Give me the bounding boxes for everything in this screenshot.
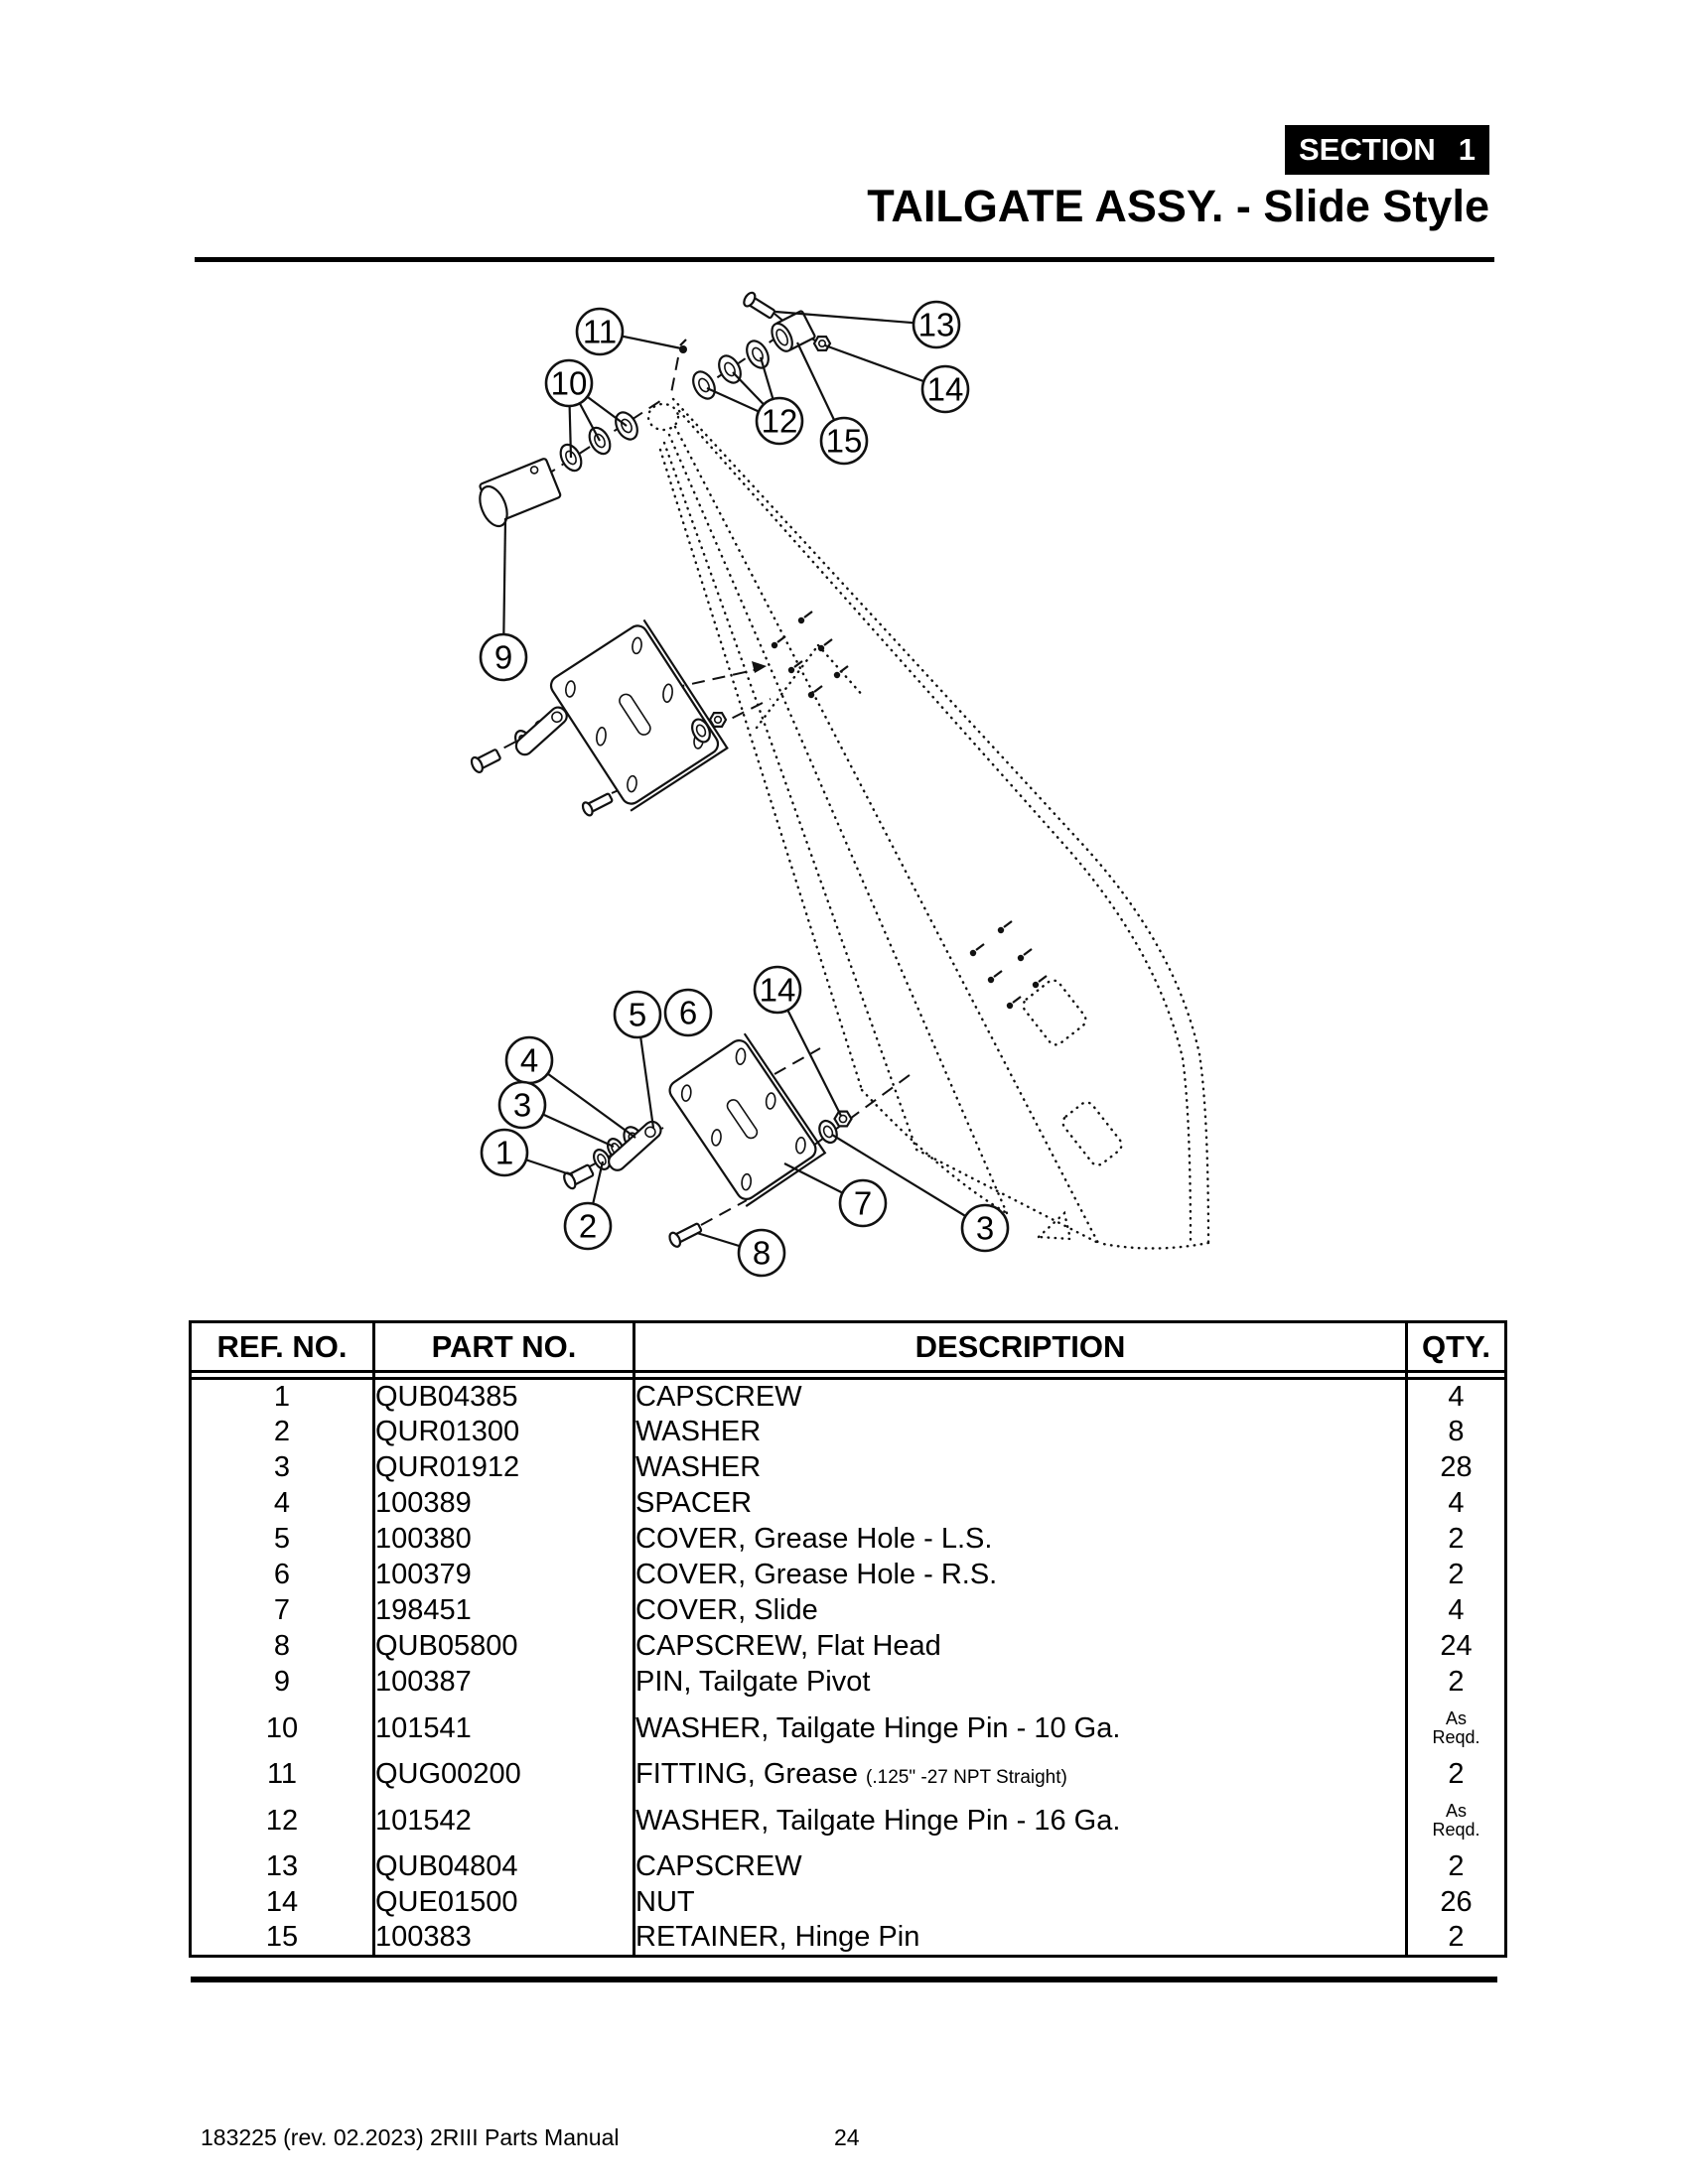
- svg-text:11: 11: [582, 313, 618, 350]
- cell-part-no: QUE01500: [374, 1885, 634, 1921]
- cell-qty: 26: [1440, 1886, 1473, 1918]
- table-row: [191, 1793, 1506, 1849]
- cell-part-no: QUB04385: [374, 1379, 634, 1415]
- footer-page-number: 24: [834, 2124, 860, 2150]
- cell-part-no: 100389: [374, 1486, 634, 1522]
- cell-description: SPACER: [634, 1486, 1407, 1522]
- section-badge-number: 1: [1458, 132, 1476, 167]
- cell-part-no: QUR01912: [374, 1450, 634, 1486]
- callout-balloon-11: [577, 309, 623, 354]
- cell-part-no: QUB05800: [374, 1629, 634, 1665]
- cell-description: COVER, Grease Hole - L.S.: [634, 1522, 1407, 1558]
- fastener-cluster-2: [970, 921, 1047, 1009]
- cell-ref-no: 2: [191, 1415, 374, 1450]
- cell-part-no: QUB04804: [374, 1849, 634, 1885]
- column-header-qty: QTY.: [1407, 1322, 1506, 1372]
- cell-ref-no: 6: [191, 1558, 374, 1593]
- grease-fitting: [679, 340, 687, 353]
- cell-ref-no: 9: [191, 1665, 374, 1701]
- cell-ref-no: 7: [191, 1593, 374, 1629]
- parts-table-header: [191, 1322, 1506, 1372]
- table-row: [191, 1849, 1506, 1885]
- cell-description: COVER, Slide: [634, 1593, 1407, 1629]
- cell-qty: 4: [1448, 1487, 1465, 1519]
- cell-qty: 2: [1448, 1921, 1465, 1954]
- cell-description: CAPSCREW: [634, 1849, 1407, 1885]
- cell-qty: 4: [1448, 1594, 1465, 1626]
- cell-ref-no: 3: [191, 1450, 374, 1486]
- cell-ref-no: 13: [191, 1849, 374, 1885]
- cell-ref-no: 14: [191, 1885, 374, 1921]
- svg-text:14: 14: [759, 971, 796, 1009]
- cell-qty: 4: [1448, 1380, 1465, 1413]
- cell-qty: 2: [1448, 1666, 1465, 1698]
- callout-balloon-9: [481, 634, 526, 680]
- cell-part-no: 198451: [374, 1593, 634, 1629]
- callout-balloon-8: [739, 1230, 784, 1276]
- cell-ref-no: 5: [191, 1522, 374, 1558]
- callout-balloon-7: [840, 1180, 886, 1226]
- cell-ref-no: 4: [191, 1486, 374, 1522]
- table-row: [191, 1629, 1506, 1665]
- section-badge-label: SECTION: [1299, 132, 1436, 167]
- cell-part-no: 101542: [374, 1793, 634, 1849]
- column-header-part-no: PART NO.: [374, 1322, 634, 1372]
- callout-balloon-3: [962, 1205, 1008, 1251]
- cell-description: NUT: [634, 1885, 1407, 1921]
- cell-part-no: QUG00200: [374, 1757, 634, 1793]
- svg-text:13: 13: [917, 306, 955, 343]
- table-row: [191, 1522, 1506, 1558]
- page-title: TAILGATE ASSY. - Slide Style: [867, 181, 1489, 231]
- cell-description: WASHER, Tailgate Hinge Pin - 10 Ga.: [634, 1701, 1407, 1757]
- table-row: [191, 1885, 1506, 1921]
- cell-description: WASHER, Tailgate Hinge Pin - 16 Ga.: [634, 1793, 1407, 1849]
- callout-balloon-2: [565, 1203, 611, 1249]
- callout-balloon-1: [482, 1130, 527, 1175]
- cell-qty: 2: [1448, 1523, 1465, 1555]
- cell-part-no: QUR01300: [374, 1415, 634, 1450]
- table-row: [191, 1415, 1506, 1450]
- cell-ref-no: 11: [191, 1757, 374, 1793]
- callout-balloon-6: [665, 990, 711, 1035]
- callout-balloon-5: [615, 992, 660, 1037]
- column-header-ref-no: REF. NO.: [191, 1322, 374, 1372]
- svg-text:5: 5: [628, 996, 647, 1033]
- cell-ref-no: 1: [191, 1379, 374, 1415]
- svg-text:2: 2: [578, 1207, 598, 1245]
- svg-text:4: 4: [519, 1041, 539, 1079]
- svg-text:7: 7: [853, 1184, 873, 1222]
- cell-part-no: 100387: [374, 1665, 634, 1701]
- callout-balloon-3: [499, 1082, 545, 1128]
- cell-qty: 2: [1448, 1559, 1465, 1590]
- cell-description: WASHER: [634, 1450, 1407, 1486]
- bottom-rule: [191, 1977, 1497, 1982]
- nut-upper: [814, 337, 830, 350]
- callout-balloon-14: [755, 967, 800, 1013]
- svg-text:12: 12: [761, 402, 798, 440]
- cell-description: COVER, Grease Hole - R.S.: [634, 1558, 1407, 1593]
- callout-balloon-15: [821, 418, 867, 464]
- svg-text:15: 15: [825, 422, 863, 460]
- svg-text:9: 9: [493, 638, 513, 676]
- svg-text:3: 3: [512, 1086, 532, 1124]
- cell-qty: As Reqd.: [1432, 1708, 1480, 1747]
- cell-description: CAPSCREW, Flat Head: [634, 1629, 1407, 1665]
- table-row: [191, 1757, 1506, 1793]
- retainer-bushing: [768, 311, 815, 354]
- svg-text:10: 10: [550, 364, 588, 402]
- table-row: [191, 1450, 1506, 1486]
- cell-qty: 2: [1448, 1758, 1465, 1790]
- table-row: [191, 1701, 1506, 1757]
- table-row: [191, 1379, 1506, 1415]
- callout-balloon-4: [506, 1037, 552, 1083]
- svg-text:14: 14: [926, 370, 964, 408]
- parts-table: [189, 1320, 1507, 1958]
- cell-qty: As Reqd.: [1432, 1801, 1480, 1840]
- cell-ref-no: 15: [191, 1921, 374, 1957]
- svg-text:3: 3: [975, 1209, 995, 1247]
- cell-part-no: 100380: [374, 1522, 634, 1558]
- table-row: [191, 1921, 1506, 1957]
- callout-balloon-12: [757, 398, 802, 444]
- cell-description: WASHER: [634, 1415, 1407, 1450]
- hinge-washers-16ga: [689, 338, 773, 403]
- cell-ref-no: 8: [191, 1629, 374, 1665]
- column-header-description: DESCRIPTION: [634, 1322, 1407, 1372]
- callout-balloon-13: [914, 302, 959, 347]
- cell-qty: 28: [1440, 1451, 1473, 1483]
- cell-ref-no: 12: [191, 1793, 374, 1849]
- description-note: (.125" -27 NPT Straight): [866, 1767, 1067, 1788]
- table-row: [191, 1593, 1506, 1629]
- callout-balloon-10: [546, 360, 592, 406]
- cell-ref-no: 10: [191, 1701, 374, 1757]
- cell-qty: 24: [1440, 1630, 1473, 1662]
- cell-part-no: 101541: [374, 1701, 634, 1757]
- cell-description: RETAINER, Hinge Pin: [634, 1921, 1407, 1957]
- callout-balloon-14: [922, 366, 968, 412]
- cell-description: CAPSCREW: [634, 1379, 1407, 1415]
- header-double-rule: [191, 1372, 1506, 1379]
- table-row: [191, 1486, 1506, 1522]
- svg-text:8: 8: [752, 1234, 772, 1272]
- cell-qty: 8: [1448, 1416, 1465, 1447]
- cell-description: PIN, Tailgate Pivot: [634, 1665, 1407, 1701]
- table-row: [191, 1558, 1506, 1593]
- table-row: [191, 1665, 1506, 1701]
- cell-description: FITTING, Grease (.125" -27 NPT Straight): [634, 1757, 1407, 1793]
- cell-qty: 2: [1448, 1850, 1465, 1882]
- svg-text:6: 6: [678, 994, 698, 1031]
- cell-part-no: 100383: [374, 1921, 634, 1957]
- svg-text:1: 1: [494, 1134, 514, 1171]
- footer-doc-info: 183225 (rev. 02.2023) 2RIII Parts Manual: [201, 2124, 620, 2150]
- cell-part-no: 100379: [374, 1558, 634, 1593]
- capscrew-13: [742, 291, 777, 321]
